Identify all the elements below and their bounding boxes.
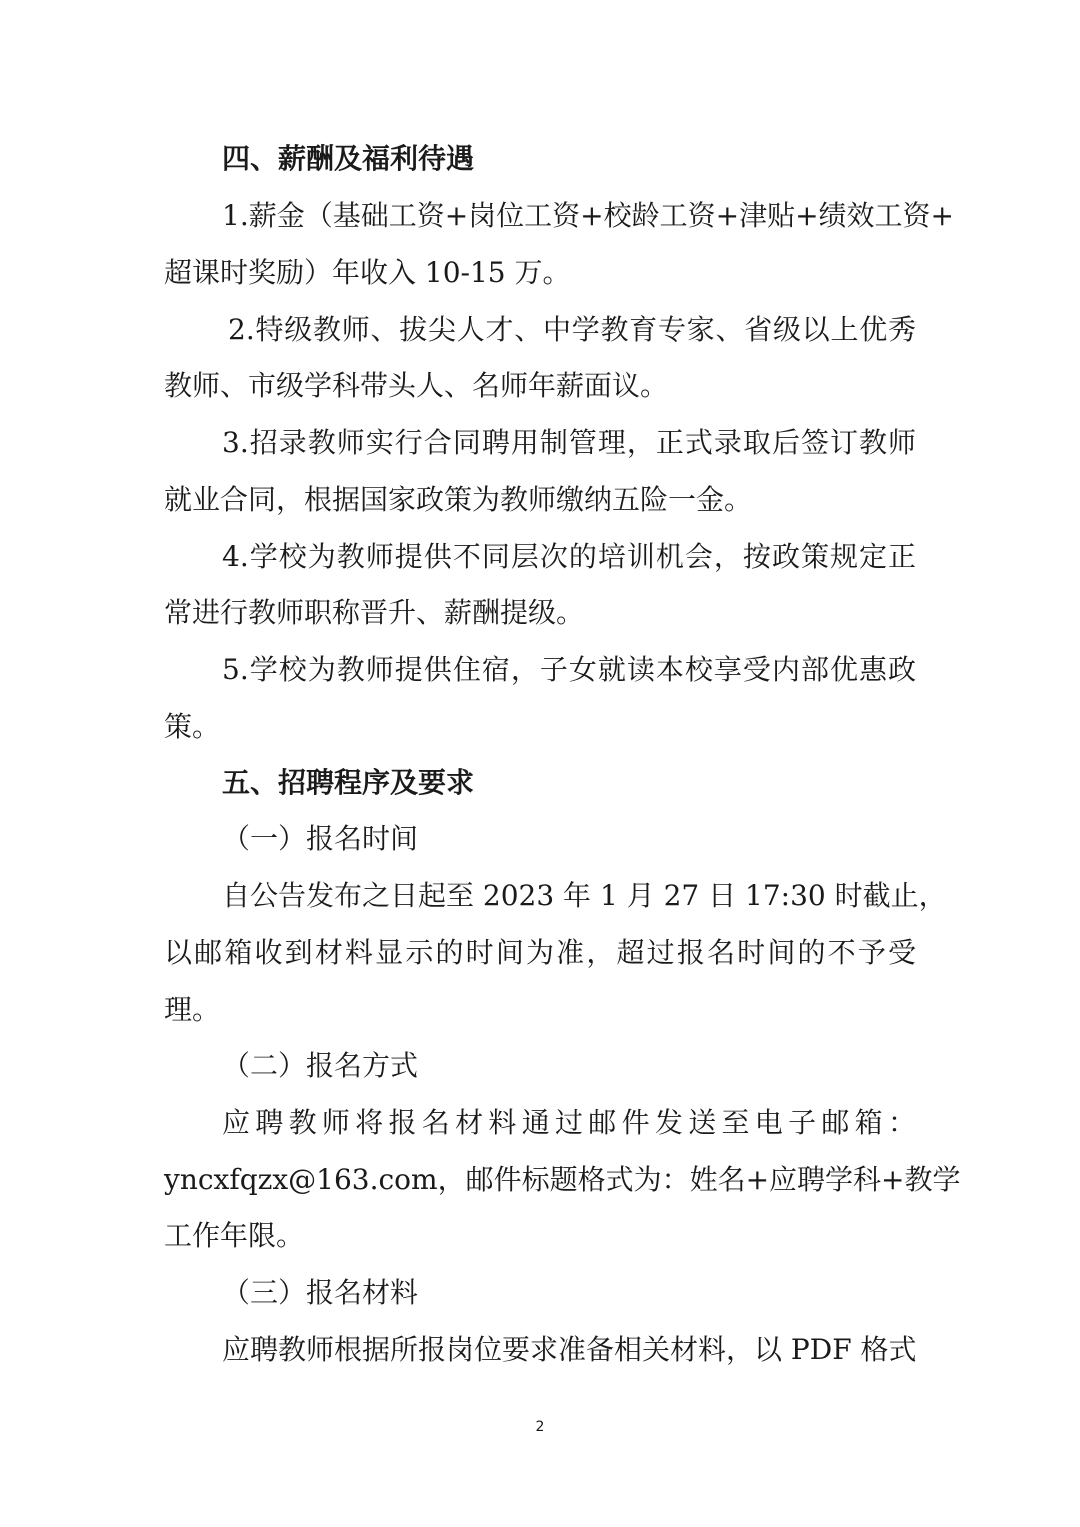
paragraph-line: 3.招录教师实行合同聘用制管理，正式录取后签订教师 [222, 426, 916, 459]
paragraph-line: 1.薪金（基础工资+岗位工资+校龄工资+津贴+绩效工资+ [222, 199, 955, 232]
paragraph-line: 工作年限。 [164, 1219, 305, 1252]
paragraph-line: 理。 [164, 993, 221, 1026]
paragraph-line: 应聘教师根据所报岗位要求准备相关材料，以 PDF 格式 [222, 1333, 917, 1366]
subsection-heading: （三）报名材料 [222, 1276, 419, 1309]
paragraph-line: 5.学校为教师提供住宿，子女就读本校享受内部优惠政 [222, 653, 916, 686]
paragraph-line: 自公告发布之日起至 2023 年 1 月 27 日 17:30 时截止， [222, 879, 947, 912]
paragraph-line: 应聘教师将报名材料通过邮件发送至电子邮箱： [222, 1106, 916, 1139]
paragraph-line-email: yncxfqzx@163.com，邮件标题格式为：姓名+应聘学科+教学 [164, 1163, 961, 1196]
subsection-heading: （二）报名方式 [222, 1049, 419, 1082]
page-number: 2 [535, 1419, 545, 1435]
paragraph-line: 就业合同，根据国家政策为教师缴纳五险一金。 [164, 483, 753, 516]
paragraph-line: 2.特级教师、拔尖人才、中学教育专家、省级以上优秀 [228, 313, 916, 346]
paragraph-line: 4.学校为教师提供不同层次的培训机会，按政策规定正 [222, 540, 916, 573]
paragraph-line: 教师、市级学科带头人、名师年薪面议。 [164, 369, 669, 402]
paragraph-line: 超课时奖励）年收入 10-15 万。 [164, 256, 571, 289]
subsection-heading: （一）报名时间 [222, 822, 419, 855]
section-heading-salary: 四、薪酬及福利待遇 [222, 142, 475, 175]
section-heading-procedure: 五、招聘程序及要求 [222, 766, 475, 799]
paragraph-line: 常进行教师职称晋升、薪酬提级。 [164, 596, 585, 629]
paragraph-line: 策。 [164, 710, 221, 743]
paragraph-line: 以邮箱收到材料显示的时间为准，超过报名时间的不予受 [164, 936, 916, 969]
